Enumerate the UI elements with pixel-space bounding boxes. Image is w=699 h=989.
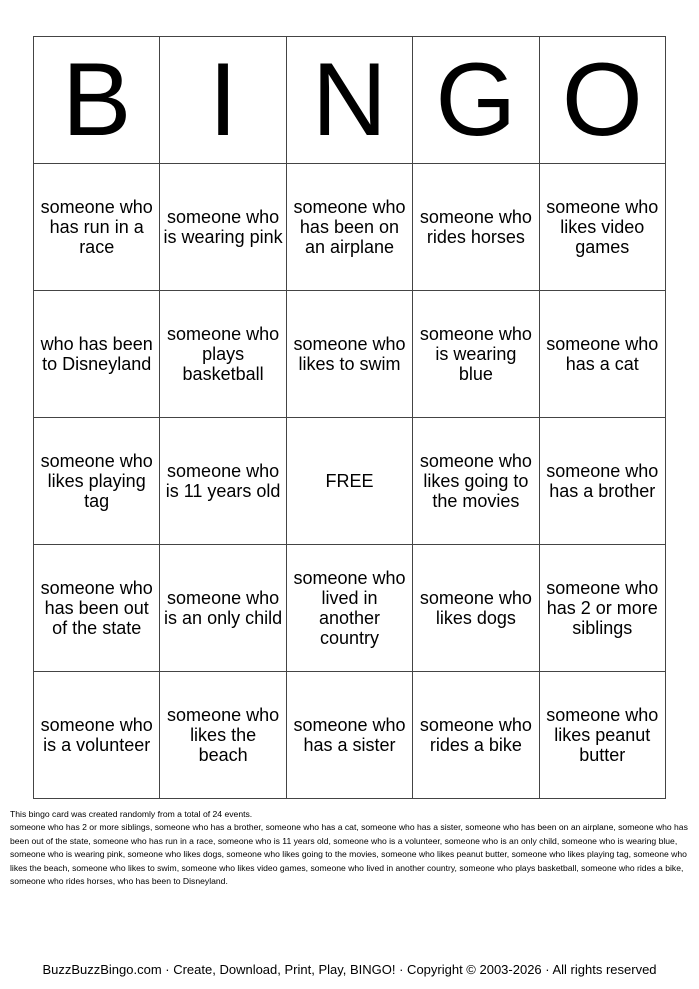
bingo-cell: someone who has a brother — [539, 418, 665, 545]
bingo-cell: someone who plays basketball — [160, 291, 286, 418]
bingo-cell: someone who likes going to the movies — [413, 418, 539, 545]
bingo-cell: someone who rides horses — [413, 164, 539, 291]
bingo-cell: someone who likes to swim — [286, 291, 412, 418]
bingo-cell: someone who has been out of the state — [34, 545, 160, 672]
footnote-event-list: someone who has 2 or more siblings, someone who has a brother, someone who has a cat, someone who has a sister, someone who has been on an airplane, someone who has been out of the state, someone who has run in a race, someone who is 11 years old, someone who is a volunteer, someone who is an only child, someone who is wearing blue, someone who is wearing pink, someone who likes dogs, someone who likes going to the movies, someone who likes peanut butter, someone who likes playing tag, someone who likes the beach, someone who likes to swim, someone who likes video games, someone who lived in another country, someone who plays basketball, someone who rides a bike, someone who rides horses, who has been to Disneyland. — [10, 822, 688, 887]
bingo-row — [34, 672, 666, 799]
bingo-row — [34, 291, 666, 418]
bingo-cell: someone who is an only child — [160, 545, 286, 672]
bingo-row — [34, 418, 666, 545]
bingo-cell: someone who has been on an airplane — [286, 164, 412, 291]
bingo-cell: someone who likes playing tag — [34, 418, 160, 545]
free-space-cell: FREE — [286, 418, 412, 545]
bingo-cell: someone who likes the beach — [160, 672, 286, 799]
bingo-card — [33, 36, 666, 799]
bingo-cell: someone who likes video games — [539, 164, 665, 291]
bingo-cell: someone who is wearing blue — [413, 291, 539, 418]
bingo-cell: someone who has run in a race — [34, 164, 160, 291]
bingo-cell: someone who has 2 or more siblings — [539, 545, 665, 672]
header-letter-n: N — [286, 37, 412, 164]
bingo-cell: someone who likes peanut butter — [539, 672, 665, 799]
header-row — [34, 37, 666, 164]
bingo-cell: someone who rides a bike — [413, 672, 539, 799]
header-letter-b: B — [34, 37, 160, 164]
footnote-intro: This bingo card was created randomly from a total of 24 events. — [10, 809, 253, 819]
bingo-cell: someone who likes dogs — [413, 545, 539, 672]
bingo-cell: someone who is wearing pink — [160, 164, 286, 291]
bingo-cell: who has been to Disneyland — [34, 291, 160, 418]
bingo-row — [34, 164, 666, 291]
header-letter-o: O — [539, 37, 665, 164]
header-letter-g: G — [413, 37, 539, 164]
header-letter-i: I — [160, 37, 286, 164]
bingo-row — [34, 545, 666, 672]
bingo-cell: someone who lived in another country — [286, 545, 412, 672]
bingo-cell: someone who has a cat — [539, 291, 665, 418]
bingo-cell: someone who has a sister — [286, 672, 412, 799]
bingo-cell: someone who is a volunteer — [34, 672, 160, 799]
bingo-cell: someone who is 11 years old — [160, 418, 286, 545]
site-footer: BuzzBuzzBingo.com · Create, Download, Print, Play, BINGO! · Copyright © 2003-2026 · All rights reserved — [42, 962, 657, 977]
card-footnote — [10, 808, 690, 888]
